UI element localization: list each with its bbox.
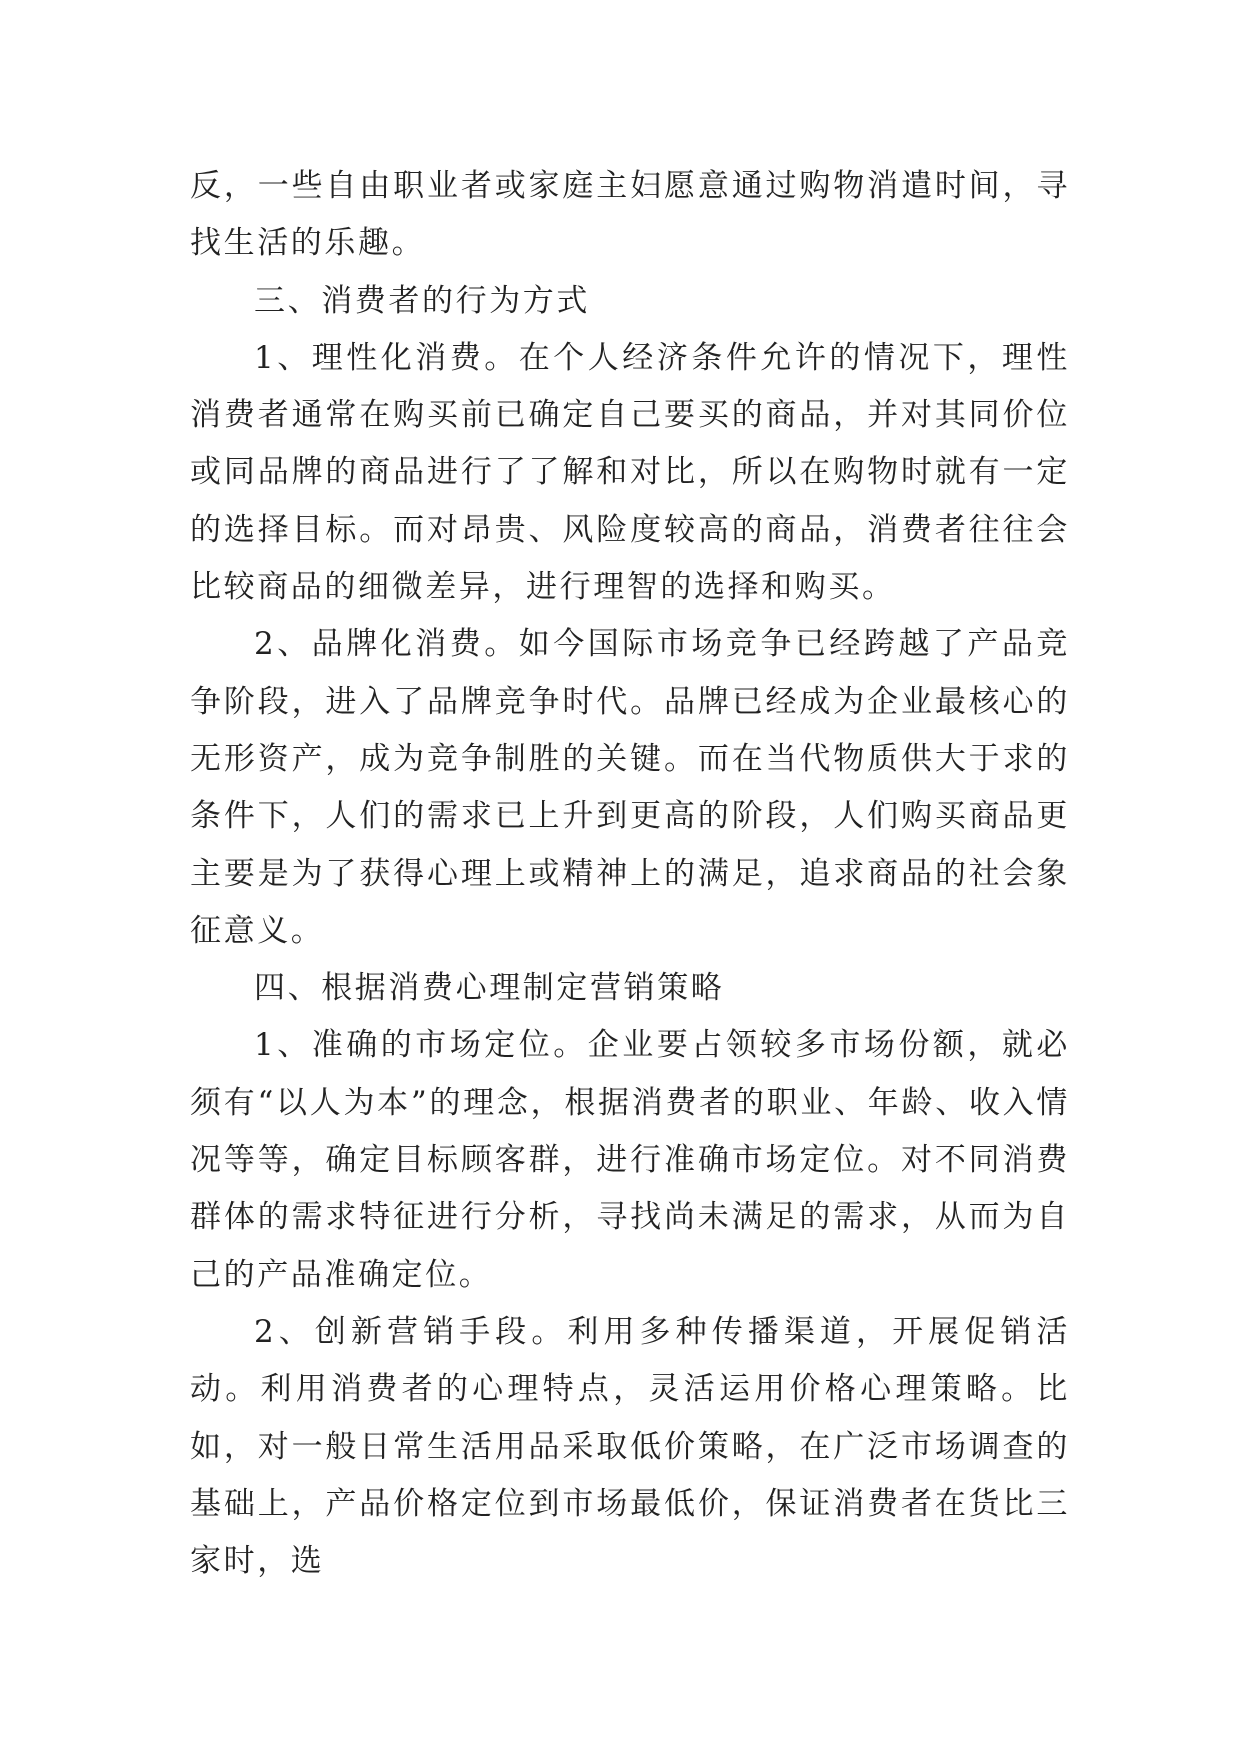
document-body xyxy=(190,158,1070,1590)
paragraph-continuation: 反，一些自由职业者或家庭主妇愿意通过购物消遣时间，寻找生活的乐趣。 xyxy=(190,168,1070,262)
section-heading-consumer-behavior: 三、消费者的行为方式 xyxy=(254,282,590,319)
paragraph-market-positioning: 1、准确的市场定位。企业要占领较多市场份额，就必须有“以人为本”的理念，根据消费者的职业、年龄、收入情况等等，确定目标顾客群，进行准确市场定位。对不同消费群体的需求特征进行分析，寻找尚未满足的需求，从而为自己的产品准确定位。 xyxy=(190,1027,1070,1293)
section-heading-marketing-strategy: 四、根据消费心理制定营销策略 xyxy=(254,970,725,1007)
paragraph-brand-consumption: 2、品牌化消费。如今国际市场竞争已经跨越了产品竞争阶段，进入了品牌竞争时代。品牌已经成为企业最核心的无形资产，成为竞争制胜的关键。而在当代物质供大于求的条件下，人们的需求已上升到更高的阶段，人们购买商品更主要是为了获得心理上或精神上的满足，追求商品的社会象征意义。 xyxy=(190,626,1070,949)
paragraph-innovative-marketing: 2、创新营销手段。利用多种传播渠道，开展促销活动。利用消费者的心理特点，灵活运用价格心理策略。比如，对一般日常生活用品采取低价策略，在广泛市场调查的基础上，产品价格定位到市场最低价，保证消费者在货比三家时，选 xyxy=(190,1313,1070,1580)
paragraph-rational-consumption: 1、理性化消费。在个人经济条件允许的情况下，理性消费者通常在购买前已确定自己要买的商品，并对其同价位或同品牌的商品进行了了解和对比，所以在购物时就有一定的选择目标。而对昂贵、风险度较高的商品，消费者往往会比较商品的细微差异，进行理智的选择和购买。 xyxy=(190,339,1070,606)
